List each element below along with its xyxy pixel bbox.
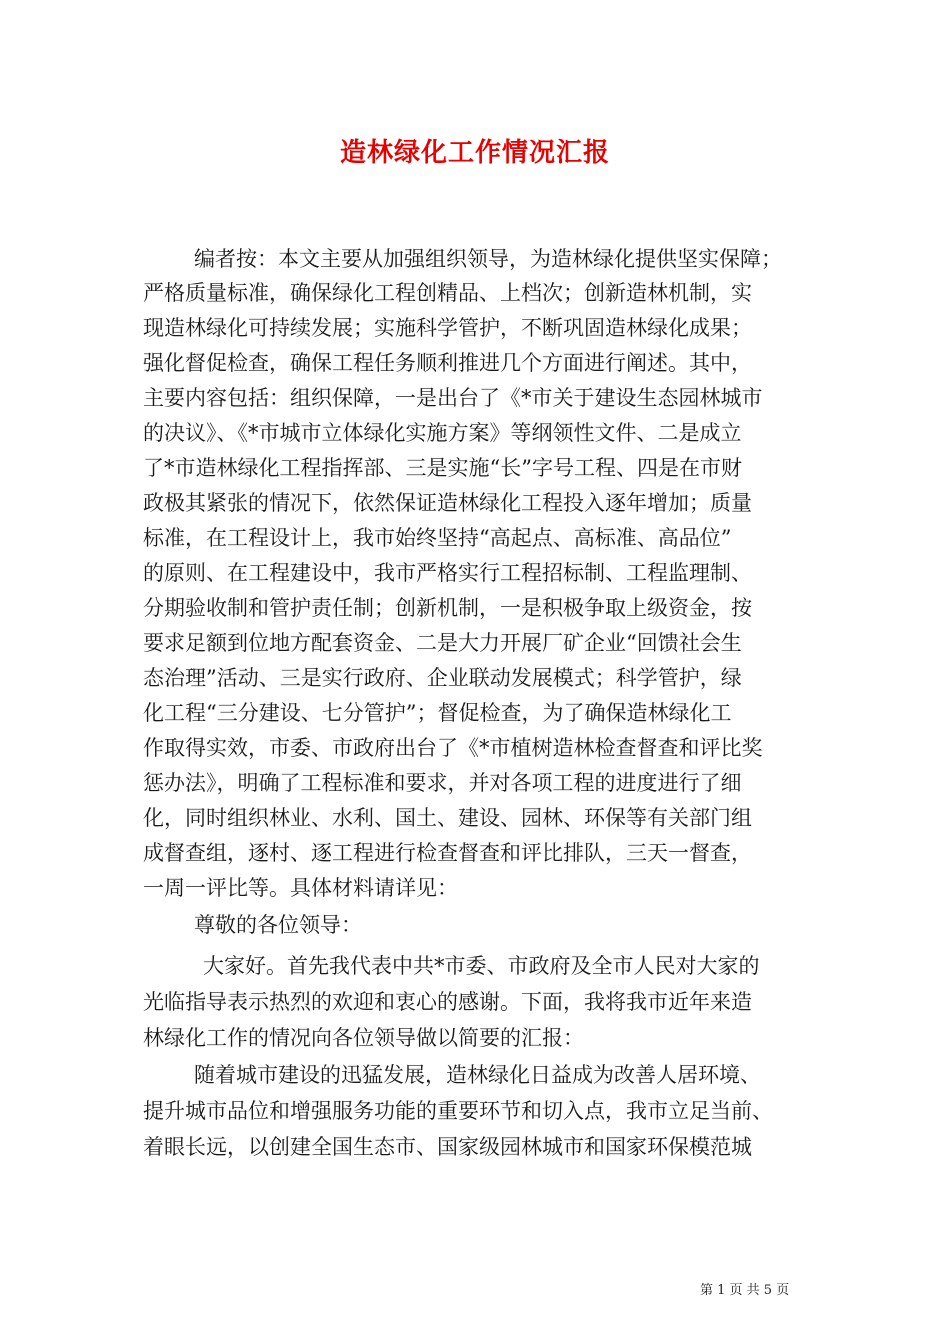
body-text-line: 强化督促检查，确保工程任务顺利推进几个方面进行阐述。其中， [143,351,752,375]
body-text-line: 主要内容包括：组织保障，一是出台了《*市关于建设生态园林城市 [143,386,763,410]
body-text-line: 要求足额到位地方配套资金、二是大力开展厂矿企业“回馈社会生 [143,631,742,655]
body-text-line: 随着城市建设的迅猛发展，造林绿化日益成为改善人居环境、 [194,1063,761,1087]
body-text-line: 化工程“三分建设、七分管护”；督促检查，为了确保造林绿化工 [143,701,732,725]
body-text-line: 编者按：本文主要从加强组织领导，为造林绿化提供坚实保障； [194,247,782,271]
document-title: 造林绿化工作情况汇报 [339,138,610,168]
body-text-line: 了*市造林绿化工程指挥部、三是实施“长”字号工程、四是在市财 [143,456,742,480]
body-text-line: 分期验收制和管护责任制；创新机制，一是积极争取上级资金，按 [143,596,752,620]
body-text-line: 成督查组，逐村、逐工程进行检查督查和评比排队，三天一督查， [143,841,752,865]
body-text-line: 的原则、在工程建设中，我市严格实行工程招标制、工程监理制、 [143,561,752,585]
body-text-line: 的决议》、《*市城市立体绿化实施方案》等纲领性文件、二是成立 [143,421,742,445]
body-text-line: 政极其紧张的情况下，依然保证造林绿化工程投入逐年增加；质量 [143,491,752,515]
body-text-line: 态治理”活动、三是实行政府、企业联动发展模式；科学管护，绿 [143,666,742,690]
page-number: 第 1 页 共 5 页 [700,1283,790,1298]
body-text-line: 标准，在工程设计上，我市始终坚持“高起点、高标准、高品位” [143,526,732,550]
body-text-line: 惩办法》，明确了工程标准和要求，并对各项工程的进度进行了细 [143,771,742,795]
body-text-line: 光临指导表示热烈的欢迎和衷心的感谢。下面，我将我市近年来造 [143,990,752,1014]
body-text-line: 化，同时组织林业、水利、国土、建设、园林、环保等有关部门组 [143,806,752,830]
body-text-line: 一周一评比等。具体材料请详见： [143,876,458,900]
body-text-line: 林绿化工作的情况向各位领导做以简要的汇报： [143,1026,584,1050]
body-text-line: 大家好。首先我代表中共*市委、市政府及全市人民对大家的 [203,954,760,978]
body-text-line: 着眼长远，以创建全国生态市、国家级园林城市和国家环保模范城 [143,1135,752,1159]
salutation: 尊敬的各位领导： [194,913,362,937]
body-text-line: 严格质量标准，确保绿化工程创精品、上档次；创新造林机制，实 [143,281,752,305]
body-text-line: 现造林绿化可持续发展；实施科学管护，不断巩固造林绿化成果； [143,316,752,340]
body-text-line: 提升城市品位和增强服务功能的重要环节和切入点，我市立足当前、 [143,1099,773,1123]
body-text-line: 作取得实效，市委、市政府出台了《*市植树造林检查督查和评比奖 [143,736,763,760]
